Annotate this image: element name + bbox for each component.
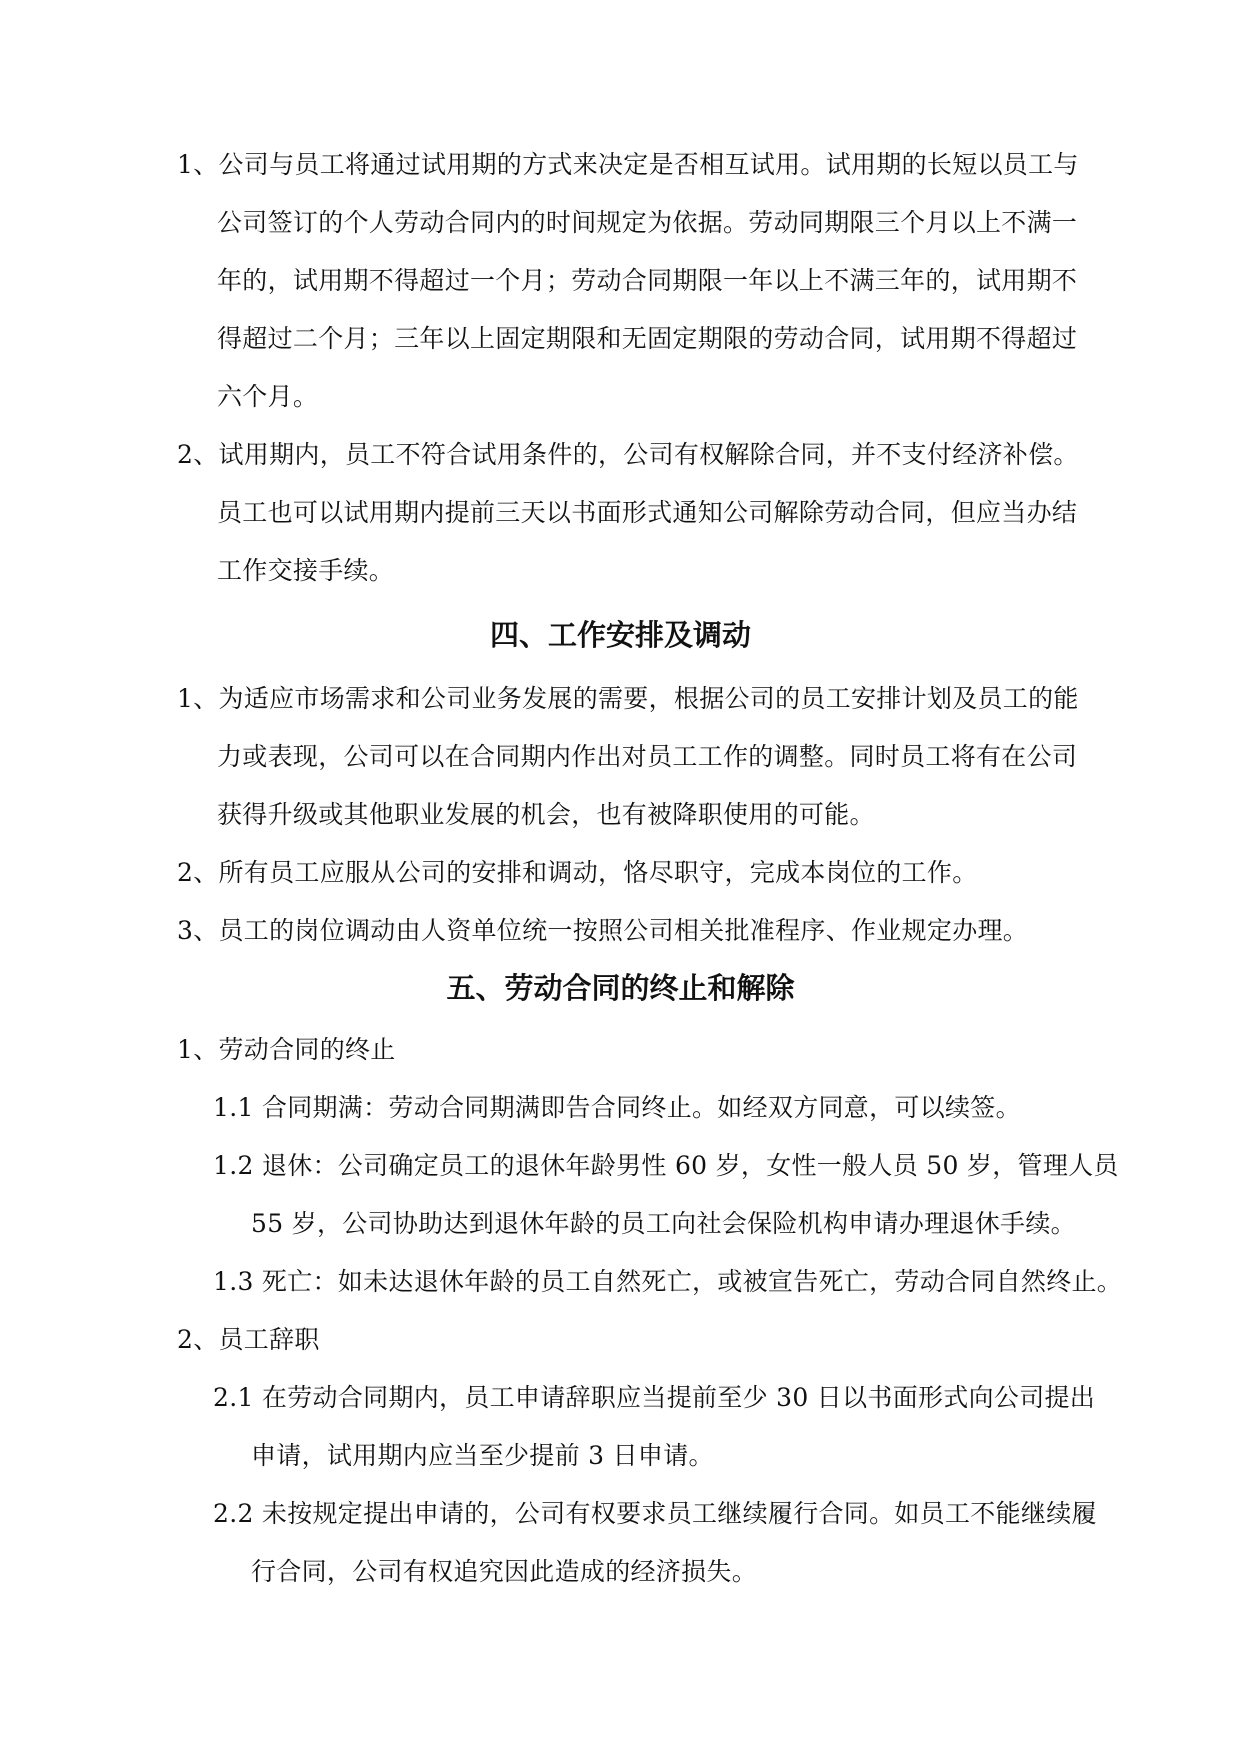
text-line: 2、员工辞职	[177, 1325, 320, 1354]
text-line: 六个月。	[217, 382, 319, 411]
text-line: 2.1 在劳动合同期内，员工申请辞职应当提前至少 30 日以书面形式向公司提出	[213, 1383, 1096, 1412]
text-line: 1.2 退休：公司确定员工的退休年龄男性 60 岁，女性一般人员 50 岁，管理人员	[213, 1151, 1119, 1180]
text-line: 1.1 合同期满：劳动合同期满即告合同终止。如经双方同意，可以续签。	[213, 1093, 1021, 1122]
text-line: 工作交接手续。	[217, 556, 395, 585]
text-line: 1、公司与员工将通过试用期的方式来决定是否相互试用。试用期的长短以员工与	[177, 150, 1079, 179]
text-line: 行合同，公司有权追究因此造成的经济损失。	[251, 1557, 758, 1586]
text-line: 55 岁，公司协助达到退休年龄的员工向社会保险机构申请办理退休手续。	[251, 1209, 1076, 1238]
text-line: 公司签订的个人劳动合同内的时间规定为依据。劳动同期限三个月以上不满一	[217, 208, 1078, 237]
text-line: 年的，试用期不得超过一个月；劳动合同期限一年以上不满三年的，试用期不	[217, 266, 1078, 295]
text-line: 2、所有员工应服从公司的安排和调动，恪尽职守，完成本岗位的工作。	[177, 858, 978, 887]
section-heading: 五、劳动合同的终止和解除	[446, 971, 795, 1005]
section-heading: 四、工作安排及调动	[489, 618, 751, 652]
text-line: 2、试用期内，员工不符合试用条件的，公司有权解除合同，并不支付经济补偿。	[177, 440, 1079, 469]
text-line: 申请，试用期内应当至少提前 3 日申请。	[251, 1441, 714, 1470]
text-line: 力或表现，公司可以在合同期内作出对员工工作的调整。同时员工将有在公司	[217, 742, 1078, 771]
text-line: 3、员工的岗位调动由人资单位统一按照公司相关批准程序、作业规定办理。	[177, 916, 1029, 945]
text-line: 1、为适应市场需求和公司业务发展的需要，根据公司的员工安排计划及员工的能	[177, 684, 1079, 713]
text-line: 1.3 死亡：如未达退休年龄的员工自然死亡，或被宣告死亡，劳动合同自然终止。	[213, 1267, 1123, 1296]
text-line: 1、劳动合同的终止	[177, 1035, 396, 1064]
text-line: 员工也可以试用期内提前三天以书面形式通知公司解除劳动合同，但应当办结	[217, 498, 1078, 527]
text-line: 获得升级或其他职业发展的机会，也有被降职使用的可能。	[217, 800, 875, 829]
text-line: 2.2 未按规定提出申请的，公司有权要求员工继续履行合同。如员工不能继续履	[213, 1499, 1097, 1528]
text-line: 得超过二个月；三年以上固定期限和无固定期限的劳动合同，试用期不得超过	[217, 324, 1078, 353]
